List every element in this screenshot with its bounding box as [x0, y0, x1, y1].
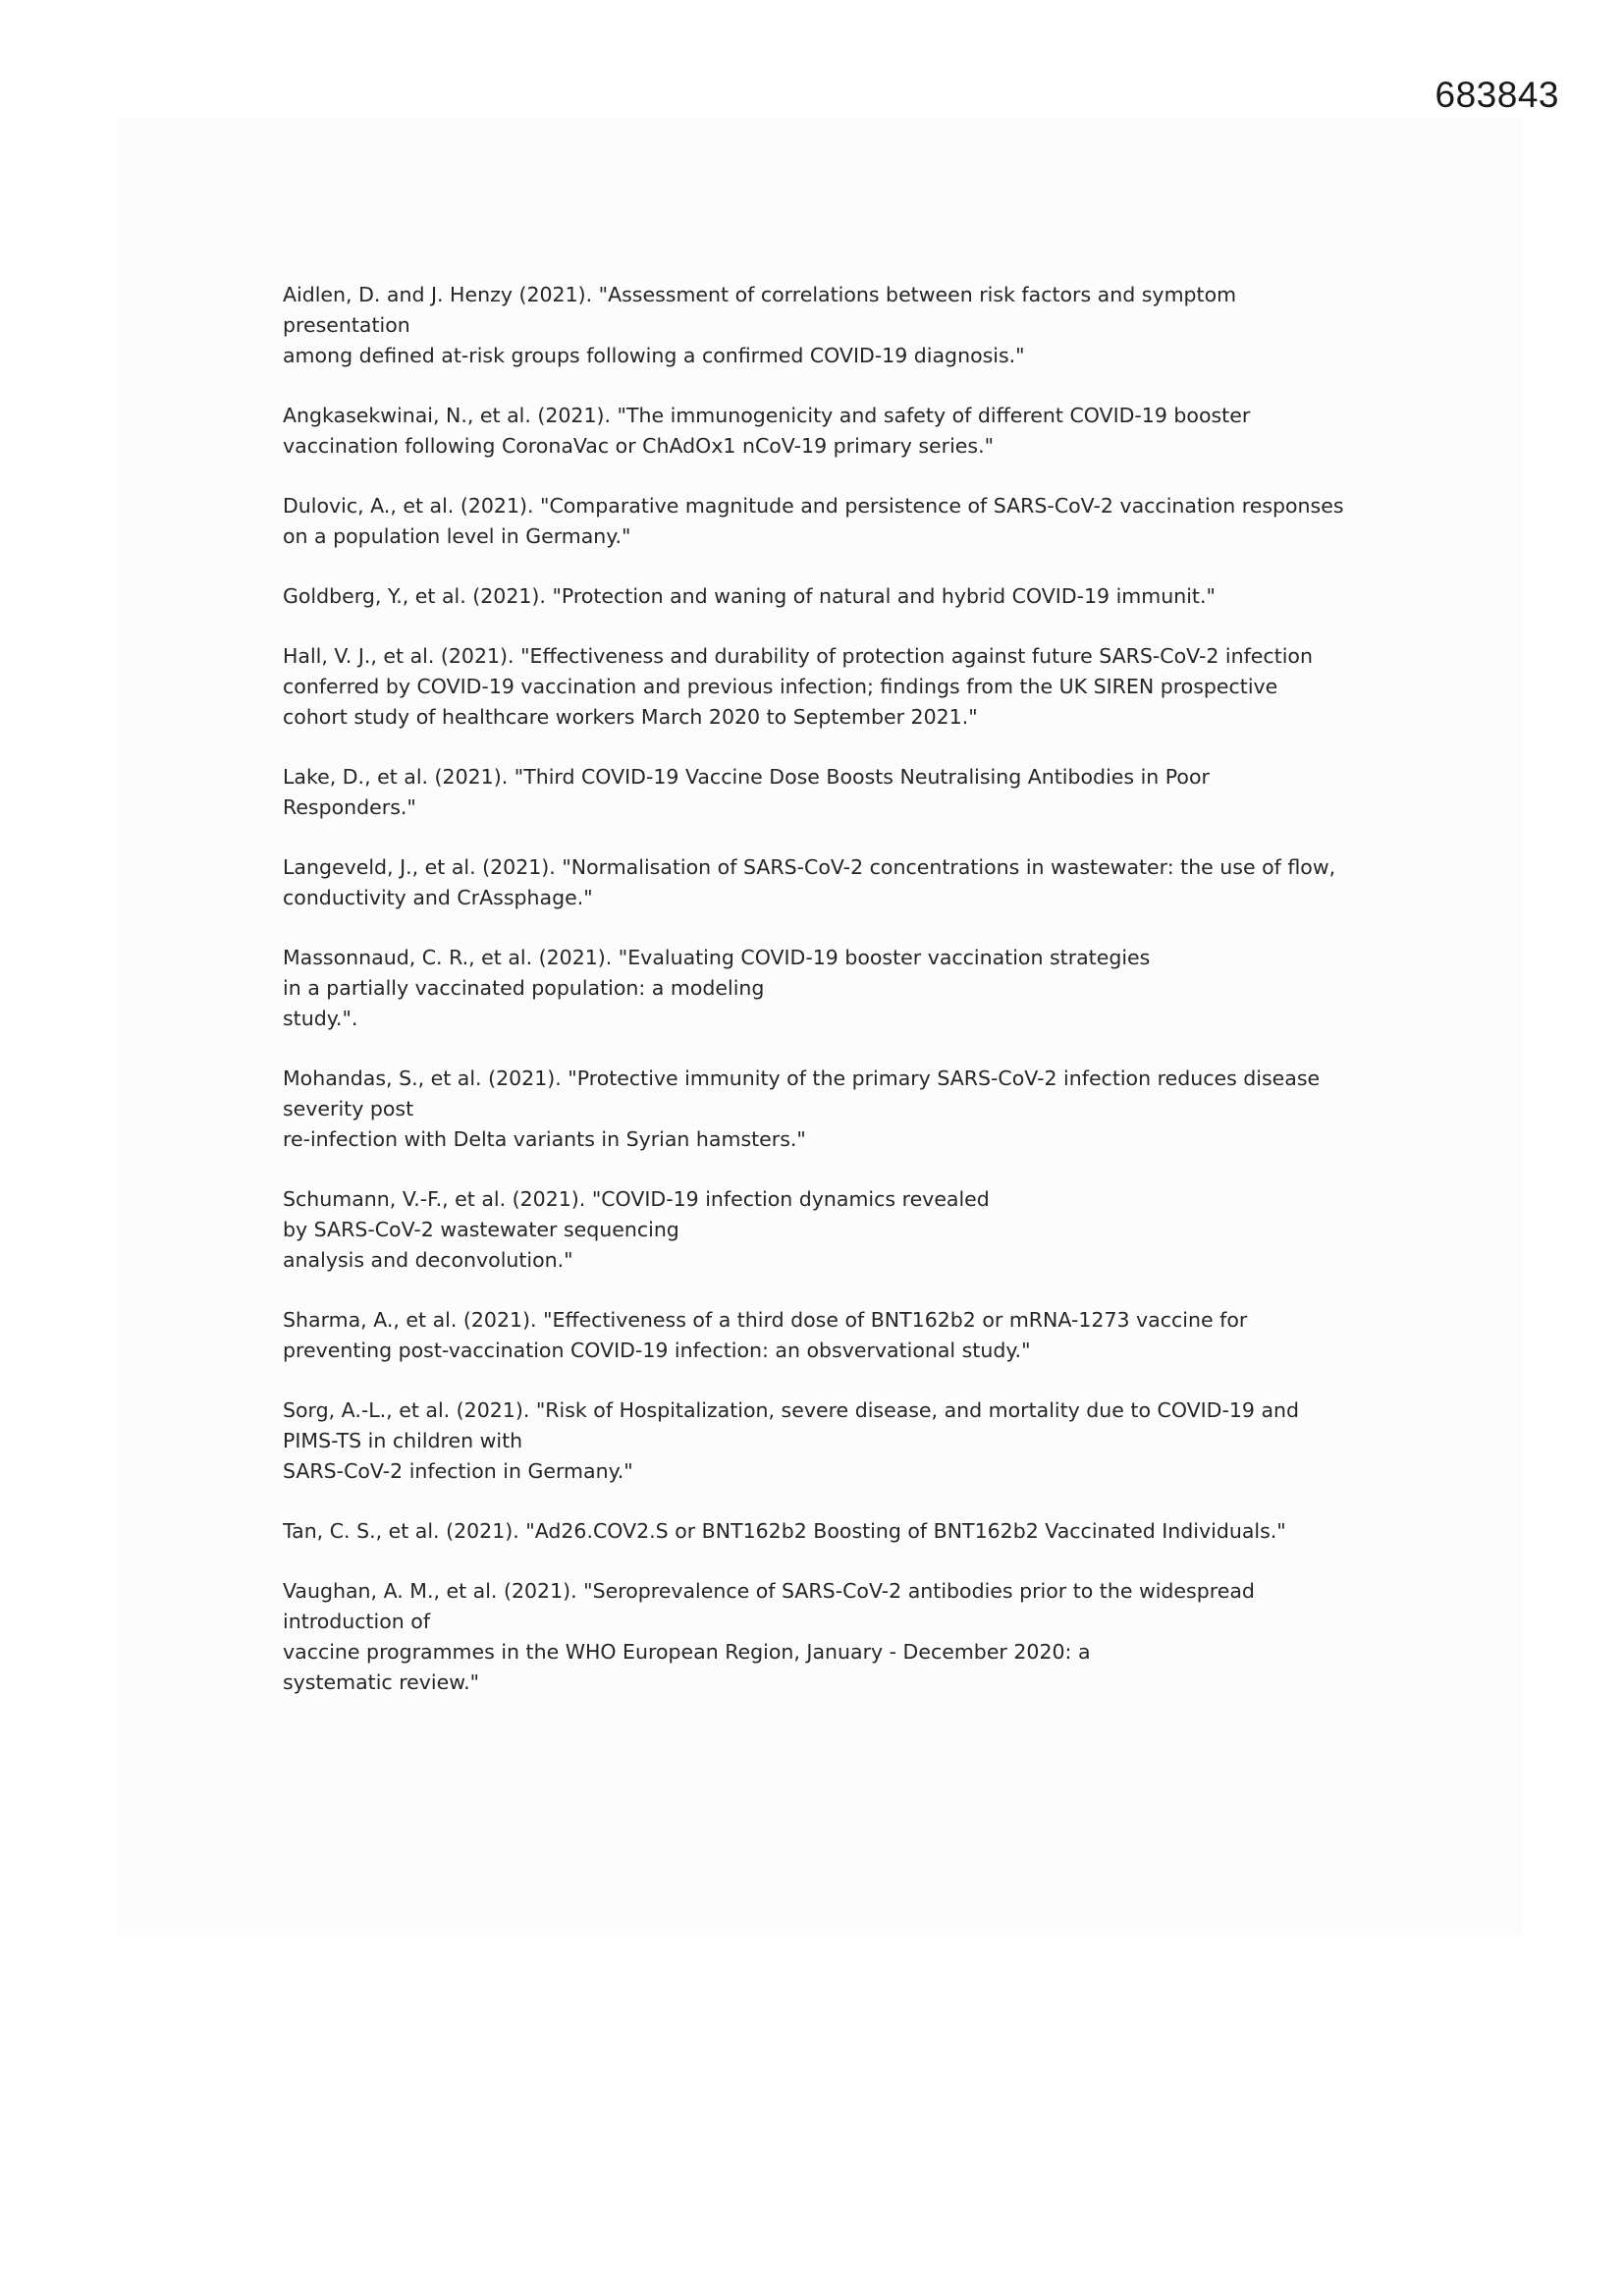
reference-entry	[283, 852, 1392, 913]
reference-entry	[283, 1064, 1392, 1155]
reference-line: presentation	[283, 313, 410, 337]
reference-line: Tan, C. S., et al. (2021). "Ad26.COV2.S or BNT162b2 Boosting of BNT162b2 Vaccinated Individuals."	[283, 1519, 1286, 1543]
reference-line: severity post	[283, 1097, 414, 1121]
reference-entry	[283, 581, 1392, 612]
reference-line: introduction of	[283, 1610, 431, 1633]
reference-line: in a partially vaccinated population: a modeling	[283, 976, 765, 1000]
reference-line: Mohandas, S., et al. (2021). "Protective immunity of the primary SARS-CoV-2 infection reduces disease	[283, 1066, 1321, 1090]
reference-line: conferred by COVID-19 vaccination and previous infection; findings from the UK SIREN prospective	[283, 675, 1278, 698]
reference-entry	[283, 1395, 1392, 1487]
reference-line: systematic review."	[283, 1670, 480, 1694]
reference-line: among defined at-risk groups following a confirmed COVID-19 diagnosis."	[283, 344, 1025, 367]
reference-line: study.".	[283, 1007, 358, 1030]
reference-line: Hall, V. J., et al. (2021). "Effectiveness and durability of protection against future SARS-CoV-2 infection	[283, 644, 1313, 668]
reference-line: on a population level in Germany."	[283, 524, 631, 548]
reference-line: Goldberg, Y., et al. (2021). "Protection and waning of natural and hybrid COVID-19 immunit."	[283, 584, 1216, 608]
reference-entry	[283, 1184, 1392, 1276]
reference-line: Schumann, V.-F., et al. (2021). "COVID-19 infection dynamics revealed	[283, 1187, 990, 1211]
reference-entry	[283, 280, 1392, 371]
reference-line: SARS-CoV-2 infection in Germany."	[283, 1459, 633, 1483]
reference-line: Lake, D., et al. (2021). "Third COVID-19 Vaccine Dose Boosts Neutralising Antibodies in Poor	[283, 765, 1210, 789]
reference-line: PIMS-TS in children with	[283, 1429, 523, 1452]
reference-line: Dulovic, A., et al. (2021). "Comparative magnitude and persistence of SARS-CoV-2 vaccination responses	[283, 494, 1344, 518]
reference-line: re-infection with Delta variants in Syrian hamsters."	[283, 1127, 806, 1151]
reference-line: Sorg, A.-L., et al. (2021). "Risk of Hospitalization, severe disease, and mortality due to COVID-19 and	[283, 1398, 1300, 1422]
reference-line: Massonnaud, C. R., et al. (2021). "Evaluating COVID-19 booster vaccination strategies	[283, 946, 1151, 969]
reference-line: Responders."	[283, 795, 416, 819]
reference-line: conductivity and CrAssphage."	[283, 886, 593, 909]
reference-line: preventing post-vaccination COVID-19 infection: an obsvervational study."	[283, 1339, 1031, 1362]
reference-entry	[283, 1576, 1392, 1698]
reference-line: Sharma, A., et al. (2021). "Effectiveness of a third dose of BNT162b2 or mRNA-1273 vaccine for	[283, 1308, 1248, 1332]
reference-entry	[283, 1516, 1392, 1547]
document-id: 683843	[1435, 75, 1559, 115]
reference-entry	[283, 943, 1392, 1034]
reference-entry	[283, 641, 1392, 733]
reference-entry	[283, 1305, 1392, 1366]
reference-line: Angkasekwinai, N., et al. (2021). "The immunogenicity and safety of different COVID-19 booster	[283, 404, 1251, 427]
reference-line: Vaughan, A. M., et al. (2021). "Seroprevalence of SARS-CoV-2 antibodies prior to the widespread	[283, 1579, 1255, 1603]
reference-line: vaccination following CoronaVac or ChAdOx1 nCoV-19 primary series."	[283, 434, 995, 458]
reference-line: Langeveld, J., et al. (2021). "Normalisation of SARS-CoV-2 concentrations in wastewater: the use of flow,	[283, 855, 1336, 879]
reference-entry	[283, 491, 1392, 552]
reference-line: Aidlen, D. and J. Henzy (2021). "Assessment of correlations between risk factors and symptom	[283, 283, 1237, 306]
reference-list	[283, 280, 1392, 1727]
reference-entry	[283, 401, 1392, 462]
reference-line: cohort study of healthcare workers March 2020 to September 2021."	[283, 705, 978, 729]
reference-line: analysis and deconvolution."	[283, 1248, 573, 1272]
reference-line: vaccine programmes in the WHO European Region, January - December 2020: a	[283, 1640, 1091, 1664]
reference-entry	[283, 762, 1392, 823]
reference-line: by SARS-CoV-2 wastewater sequencing	[283, 1218, 679, 1241]
